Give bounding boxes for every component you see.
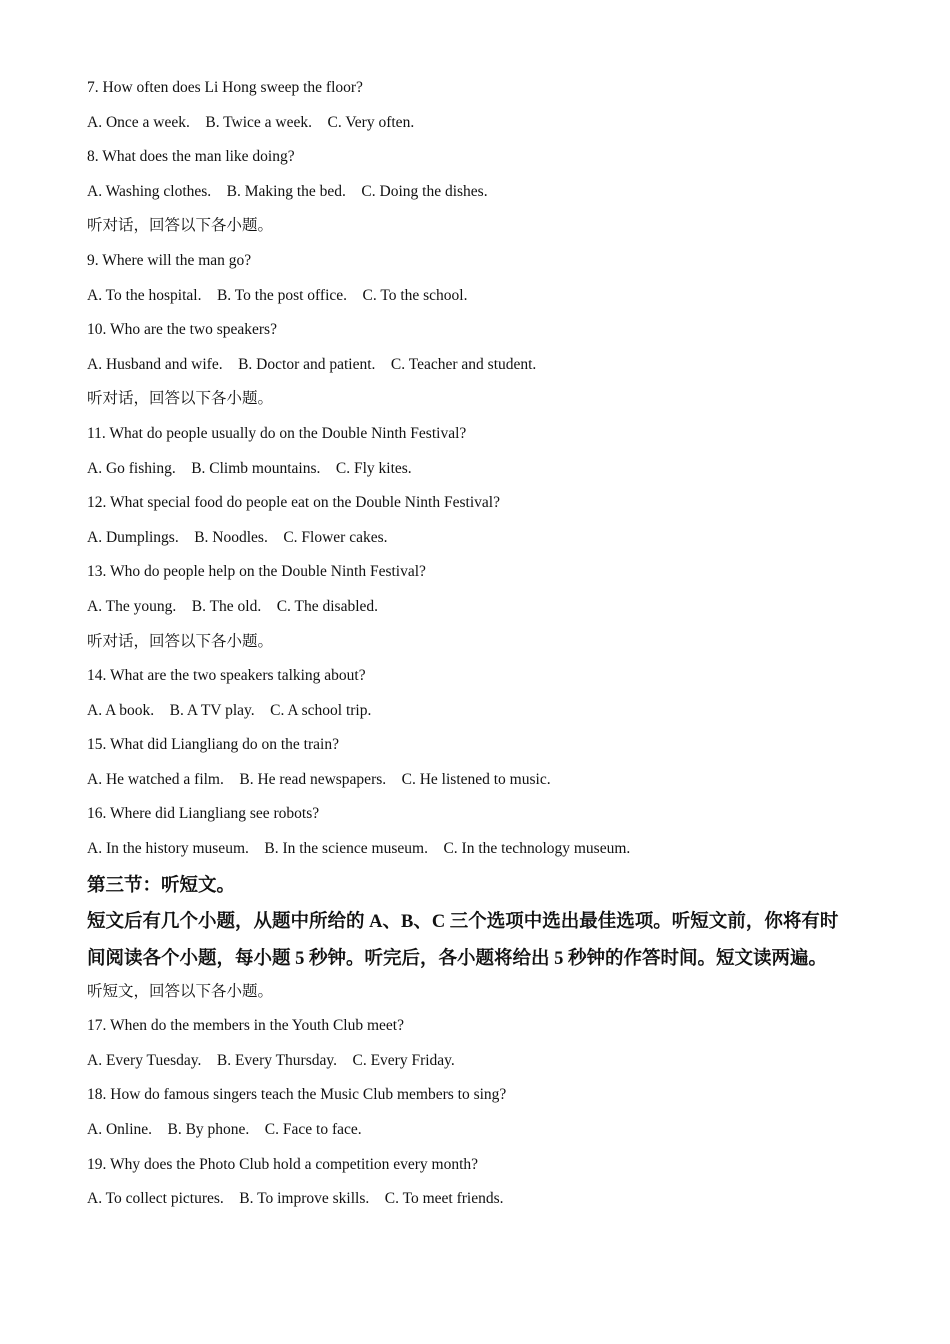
exam-page xyxy=(87,78,887,1224)
question-12: 12. What special food do people eat on the Double Ninth Festival? xyxy=(87,494,500,512)
question-16: 16. Where did Liangliang see robots? xyxy=(87,805,320,823)
question-17: 17. When do the members in the Youth Club meet? xyxy=(87,1017,404,1035)
options-16: A. In the history museum. B. In the science museum. C. In the technology museum. xyxy=(87,840,631,858)
options-11: A. Go fishing. B. Climb mountains. C. Fly kites. xyxy=(87,459,412,477)
question-7: 7. How often does Li Hong sweep the floor? xyxy=(87,79,363,96)
options-13: A. The young. B. The old. C. The disabled. xyxy=(87,597,379,615)
options-10: A. Husband and wife. B. Doctor and patient. C. Teacher and student. xyxy=(87,355,537,373)
options-7: A. Once a week. B. Twice a week. C. Very often. xyxy=(87,113,415,131)
options-19: A. To collect pictures. B. To improve skills. C. To meet friends. xyxy=(87,1190,504,1208)
question-19: 19. Why does the Photo Club hold a competition every month? xyxy=(87,1155,479,1173)
question-18: 18. How do famous singers teach the Music Club members to sing? xyxy=(87,1086,507,1104)
instruction-dialogue: 听对话，回答以下各小题。 xyxy=(87,632,274,650)
question-14: 14. What are the two speakers talking about? xyxy=(87,667,366,685)
question-11: 11. What do people usually do on the Double Ninth Festival? xyxy=(87,424,467,442)
options-17: A. Every Tuesday. B. Every Thursday. C. Every Friday. xyxy=(87,1051,455,1069)
section-description-line-2: 间阅读各个小题，每小题 5 秒钟。听完后，各小题将给出 5 秒钟的作答时间。短文读两遍。 xyxy=(87,948,828,969)
instruction-dialogue: 听对话，回答以下各小题。 xyxy=(87,390,274,408)
options-15: A. He watched a film. B. He read newspapers. C. He listened to music. xyxy=(87,770,551,788)
question-8: 8. What does the man like doing? xyxy=(87,148,295,166)
options-14: A. A book. B. A TV play. C. A school trip. xyxy=(87,701,372,719)
options-18: A. Online. B. By phone. C. Face to face. xyxy=(87,1121,362,1139)
options-12: A. Dumplings. B. Noodles. C. Flower cakes. xyxy=(87,528,388,546)
instruction-dialogue: 听对话，回答以下各小题。 xyxy=(87,217,274,235)
question-9: 9. Where will the man go? xyxy=(87,251,252,269)
instruction-passage: 听短文，回答以下各小题。 xyxy=(87,982,274,1000)
question-13: 13. Who do people help on the Double Ninth Festival? xyxy=(87,563,426,581)
options-9: A. To the hospital. B. To the post office. C. To the school. xyxy=(87,286,468,304)
section-description-line-1: 短文后有几个小题，从题中所给的 A、B、C 三个选项中选出最佳选项。听短文前，你将有时 xyxy=(87,911,839,932)
question-15: 15. What did Liangliang do on the train? xyxy=(87,736,339,754)
section-title: 第三节：听短文。 xyxy=(87,875,236,896)
options-8: A. Washing clothes. B. Making the bed. C. Doing the dishes. xyxy=(87,182,488,200)
question-10: 10. Who are the two speakers? xyxy=(87,321,277,339)
